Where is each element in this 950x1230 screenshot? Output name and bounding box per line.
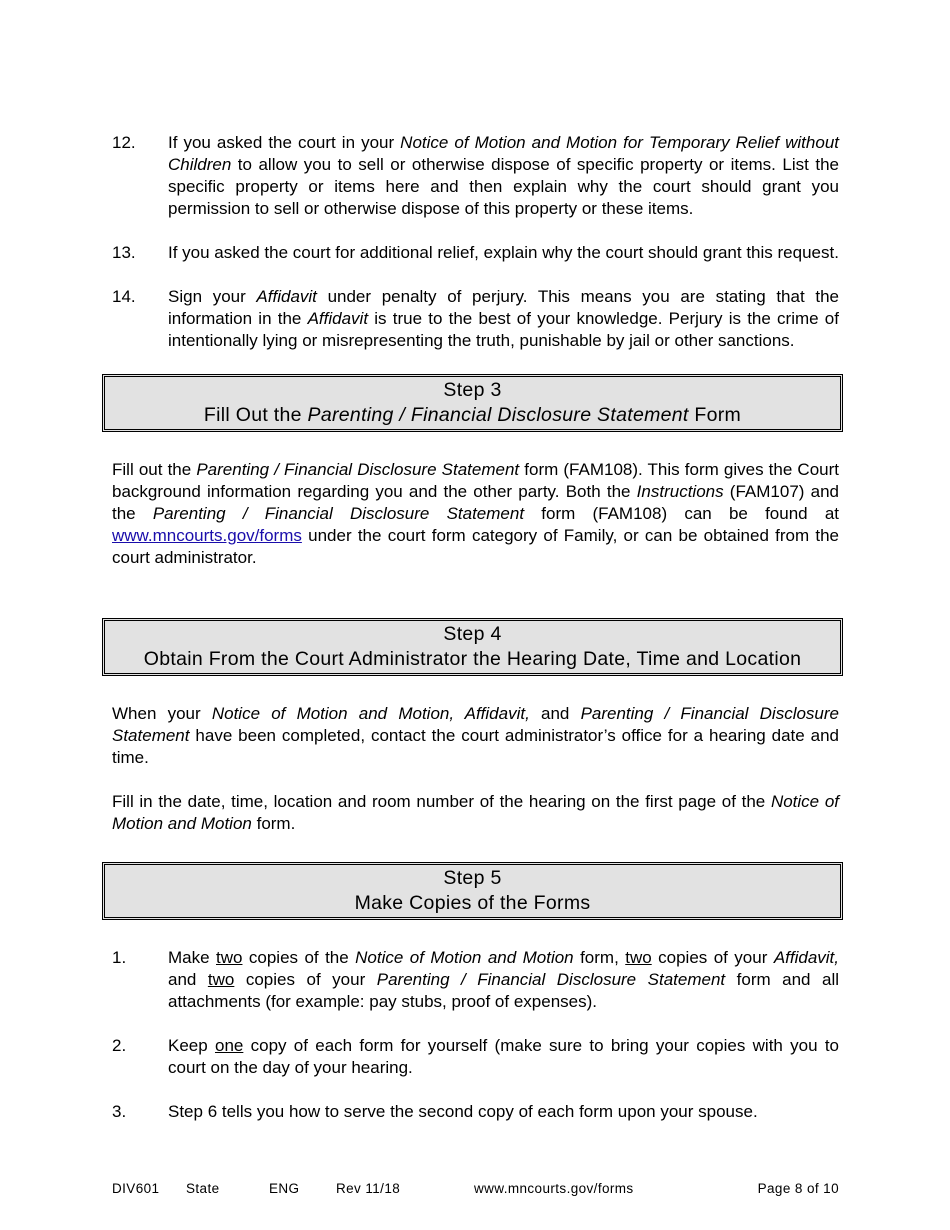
italic-text: Notice of Motion and Motion, Affidavit,: [211, 704, 530, 723]
list-item: [112, 286, 839, 352]
footer-url: www.mncourts.gov/forms: [474, 1181, 634, 1196]
text-run: Sign your: [168, 287, 257, 306]
item-text: [168, 947, 839, 1013]
step-4-title: [105, 647, 840, 672]
item-text: [168, 132, 839, 220]
item-text: [168, 286, 839, 352]
italic-text: Notice of Motion and Motion for Temporary Relief without Children: [168, 133, 839, 174]
step-5-title: [105, 891, 840, 916]
item-text: [168, 1101, 839, 1123]
step-3-number: Step 3: [443, 379, 502, 401]
list-item: [112, 947, 839, 1013]
list-item: [112, 1035, 839, 1079]
text-run: form (FAM108). This form gives the Court background information regarding you and the other party. Both the: [112, 460, 839, 501]
step-3-paragraph: [112, 459, 839, 569]
step-5-number: Step 5: [443, 867, 502, 889]
document-body: [112, 132, 839, 1145]
italic-text: Notice of Motion and Motion: [355, 948, 574, 967]
text-run: form,: [573, 948, 626, 967]
footer-revision: Rev 11/18: [336, 1181, 401, 1196]
text-run: copy of each form for yourself (make sure to bring your copies with you to court on the day of your hearing.: [168, 1036, 839, 1077]
text-run: Fill Out the: [203, 404, 308, 426]
footer-language: ENG: [269, 1181, 300, 1196]
italic-text: Parenting / Financial Disclosure Statement: [376, 970, 726, 989]
text-run: Obtain From the Court Administrator the Hearing Date, Time and Location: [143, 648, 802, 670]
text-run: form (FAM108) can be found at: [524, 504, 839, 523]
text-run: Step 6 tells you how to serve the second copy of each form upon your spouse.: [168, 1102, 758, 1121]
text-run: is true to the best of your knowledge. Perjury is the crime of intentionally lying or misrepresenting the truth, punishable by jail or other sanctions.: [168, 309, 839, 350]
underlined-text: two: [216, 948, 243, 967]
text-run: When your: [112, 704, 212, 723]
text-run: under the court form category of Family, or can be obtained from the court administrator.: [112, 526, 839, 567]
text-run: Make: [168, 948, 216, 967]
italic-text: Affidavit: [256, 287, 317, 306]
text-run: Make Copies of the Forms: [354, 892, 591, 914]
text-run: Form: [688, 404, 742, 426]
italic-text: Affidavit: [307, 309, 369, 328]
list-item: [112, 1101, 839, 1123]
text-run: If you asked the court for additional relief, explain why the court should grant this request.: [168, 243, 839, 262]
step-4-paragraph-2: [112, 791, 839, 835]
text-run: If you asked the court in your: [168, 133, 401, 152]
text-run: to allow you to sell or otherwise dispose of specific property or items. List the specific property or items here and then explain why the court should grant you permission to sell or otherwise dispose of this property or these items.: [168, 155, 839, 218]
item-number: 3.: [112, 1102, 127, 1121]
text-run: Fill out the: [112, 460, 197, 479]
text-run: copies of your: [234, 970, 377, 989]
instruction-list: [112, 132, 839, 352]
page-footer: [112, 1178, 839, 1198]
item-number: 1.: [112, 948, 127, 967]
footer-page-number: Page 8 of 10: [757, 1181, 839, 1196]
italic-text: Parenting / Financial Disclosure Statement: [112, 704, 839, 745]
text-run: (FAM107) and the: [112, 482, 839, 523]
text-run: and: [168, 970, 208, 989]
text-run: form.: [251, 814, 296, 833]
italic-text: Parenting / Financial Disclosure Statement: [152, 504, 525, 523]
item-number: 14.: [112, 287, 136, 306]
item-number: 12.: [112, 133, 136, 152]
step-4-paragraph-1: [112, 703, 839, 769]
forms-link[interactable]: www.mncourts.gov/forms: [112, 526, 302, 545]
italic-text: Notice of Motion and Motion: [112, 792, 840, 833]
item-number: 2.: [112, 1036, 127, 1055]
list-item: [112, 242, 839, 264]
underlined-text: two: [207, 970, 235, 989]
underlined-text: two: [625, 948, 652, 967]
copies-list: [112, 947, 839, 1123]
item-number: 13.: [112, 243, 136, 262]
text-run: under penalty of perjury. This means you are stating that the information in the: [168, 287, 839, 328]
text-run: have been completed, contact the court administrator’s office for a hearing date and time.: [112, 726, 839, 767]
item-text: [168, 1035, 839, 1079]
item-text: [168, 242, 839, 264]
text-run: Fill in the date, time, location and room number of the hearing on the first page of the: [112, 792, 771, 811]
footer-form-id: DIV601: [112, 1181, 160, 1196]
italic-text: Instructions: [636, 482, 724, 501]
step-4-number: Step 4: [443, 623, 502, 645]
italic-text: Affidavit,: [773, 948, 840, 967]
text-run: form and all attachments (for example: pay stubs, proof of expenses).: [168, 970, 840, 1011]
step-4-header: [102, 618, 843, 676]
footer-state: State: [186, 1181, 220, 1196]
step-3-title: [105, 403, 840, 428]
step-5-header: [102, 862, 843, 920]
italic-text: Parenting / Financial Disclosure Statement: [307, 404, 689, 426]
text-run: copies of the: [242, 948, 356, 967]
text-run: Keep: [168, 1036, 215, 1055]
text-run: copies of your: [651, 948, 774, 967]
italic-text: Parenting / Financial Disclosure Statement: [196, 460, 520, 479]
text-run: and: [529, 704, 581, 723]
step-3-header: [102, 374, 843, 432]
underlined-text: one: [214, 1036, 244, 1055]
list-item: [112, 132, 839, 220]
